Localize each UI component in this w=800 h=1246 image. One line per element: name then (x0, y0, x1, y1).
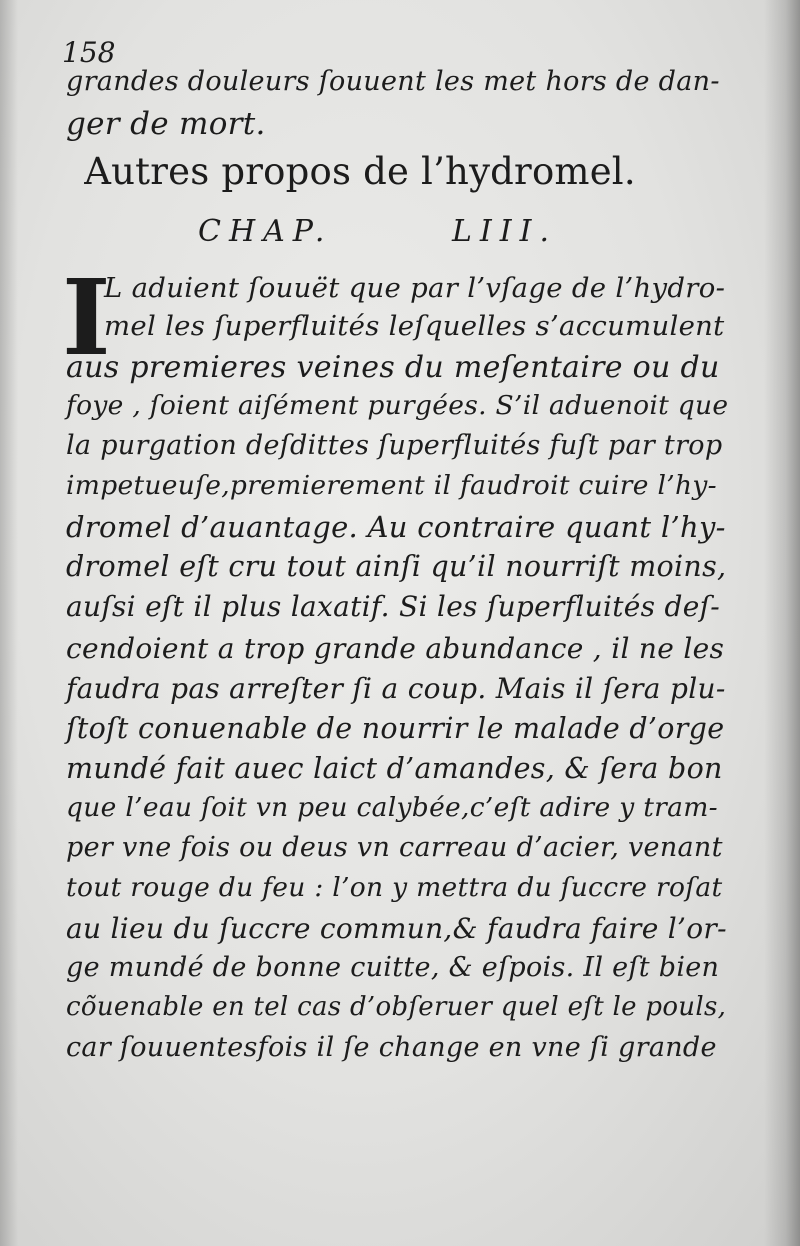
body-line: ge mundé de bonne cuitte, & eſpois. Il eſt bien (66, 952, 720, 983)
body-line: impetueuſe,premierement il faudroit cuire l’hy- (66, 470, 717, 501)
continuation-line: grandes douleurs ſouuent les met hors de dan- (66, 66, 720, 97)
drop-cap: I (62, 256, 111, 379)
chapter-number: LIII. (452, 214, 558, 249)
body-line: per vne fois ou deus vn carreau d’acier, venant (66, 832, 723, 863)
body-line: la purgation deſdittes ſuperfluités fuſt par trop (66, 430, 723, 461)
body-line: foye , ſoient aiſément purgées. S’il aduenoit que (66, 390, 729, 421)
body-line: cendoient a trop grande abundance , il ne les (66, 632, 725, 665)
body-line: mundé fait auec laict d’amandes, & ſera bon (66, 752, 723, 785)
body-line: dromel eſt cru tout ainſi qu’il nourriſt moins, (66, 550, 727, 583)
body-line: ſtoſt conuenable de nourrir le malade d’orge (66, 712, 725, 745)
continuation-line: ger de mort. (66, 106, 266, 142)
body-line: aus premieres veines du meſentaire ou du (66, 350, 720, 385)
body-line: tout rouge du feu : l’on y mettra du ſuccre roſat (66, 872, 723, 903)
chapter-heading: Autres propos de l’hydromel. (84, 150, 636, 193)
body-line: L aduient ſouuët que par l’vſage de l’hydro- (104, 272, 726, 304)
page-right-shadow (764, 0, 800, 1246)
chapter-label: CHAP. (198, 214, 333, 249)
body-line: que l’eau ſoit vn peu calybée,c’eſt adire y tram- (66, 792, 718, 823)
body-line: faudra pas arreſter ſi a coup. Mais il ſera plu- (66, 672, 726, 705)
body-line: dromel d’auantage. Au contraire quant l’hy- (66, 510, 726, 544)
body-line: cõuenable en tel cas d’obſeruer quel eſt le pouls, (66, 992, 727, 1022)
body-line: mel les ſuperfluités leſquelles s’accumulent (104, 310, 725, 342)
body-line: car ſouuentesfois il ſe change en vne ſi grande (66, 1032, 717, 1063)
body-line: auſsi eſt il plus laxatif. Si les ſuperfluités deſ- (66, 590, 721, 623)
body-line: au lieu du ſuccre commun,& faudra faire l’or- (66, 912, 727, 945)
page-number: 158 (62, 36, 116, 69)
